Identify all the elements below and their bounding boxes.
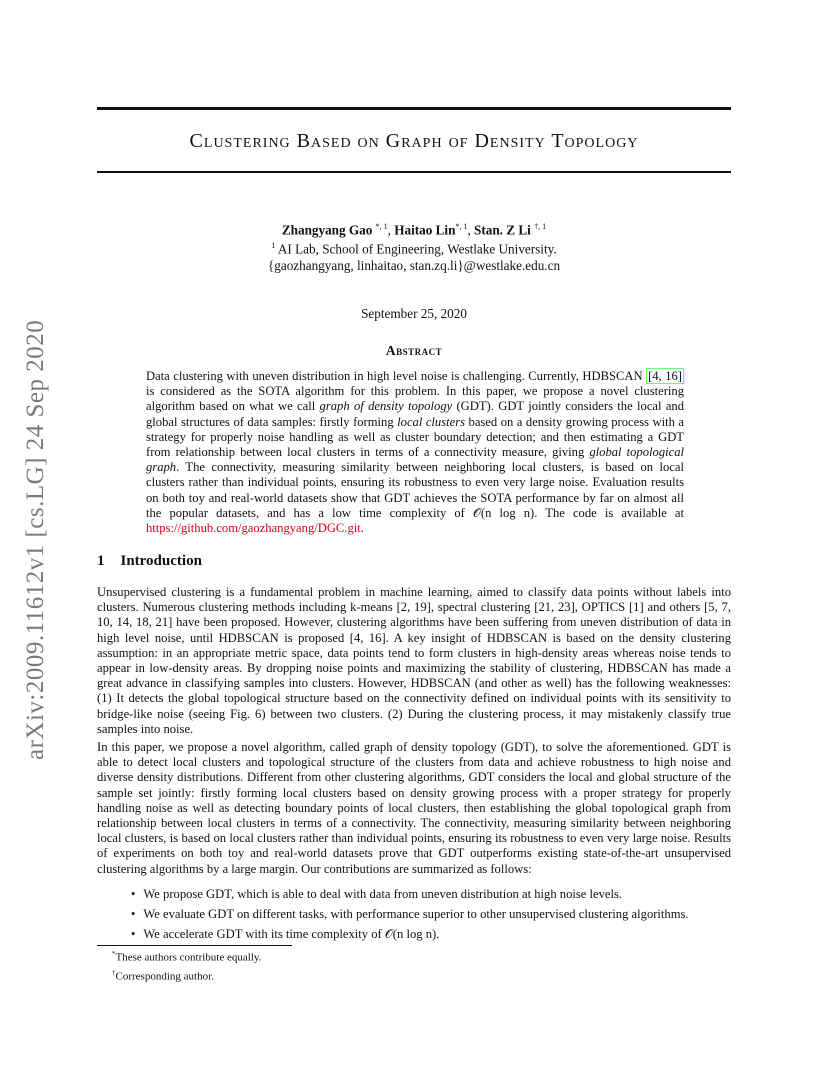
section-number: 1 bbox=[97, 553, 105, 569]
title-top-rule bbox=[97, 107, 731, 110]
author-emails: {gaozhangyang, linhaitao, stan.zq.li}@westlake.edu.cn bbox=[267, 257, 561, 273]
abstract-emphasis: global topological graph bbox=[146, 445, 685, 475]
abstract-part: Data clustering with uneven distribution in high level noise is challenging. Currently, HDBSCAN bbox=[146, 369, 643, 383]
title-bottom-rule bbox=[97, 171, 731, 173]
contribution-list bbox=[131, 884, 731, 944]
footnote-mark: * bbox=[112, 950, 116, 958]
citation-link[interactable]: [4, 16] bbox=[648, 369, 682, 383]
contribution-item: • We evaluate GDT on different tasks, with performance superior to other unsupervised clustering algorithms. bbox=[131, 904, 731, 924]
paper-date: September 25, 2020 bbox=[361, 306, 467, 321]
abstract-emphasis: local clusters bbox=[397, 414, 466, 429]
footnote-text: These authors contribute equally. bbox=[115, 951, 262, 964]
footnotes bbox=[112, 947, 261, 984]
footnote bbox=[112, 966, 261, 985]
author-name: Stan. Z Li bbox=[474, 222, 531, 238]
code-url-link[interactable]: https://github.com/gaozhangyang/DGC.git bbox=[146, 521, 361, 536]
footnote-mark: † bbox=[112, 968, 116, 977]
author-block bbox=[97, 219, 731, 274]
contribution-item: • We propose GDT, which is able to deal with data from uneven distribution at high noise levels. bbox=[131, 884, 731, 904]
abstract-heading: Abstract bbox=[385, 343, 443, 358]
author-name: Haitao Lin bbox=[394, 222, 456, 238]
abstract-part: (GDT). GDT jointly considers the local and global structures of data samples: firstly forming bbox=[146, 399, 685, 429]
author-name: Zhangyang Gao bbox=[281, 222, 373, 238]
author-mark: *, 1 bbox=[455, 222, 468, 231]
abstract-part: . The connectivity, measuring similarity between neighboring local clusters, is based on local clusters rather than individual points, ensuring its robustness to even very large noise. Evaluation results on both toy and real-world datasets show that GDT achieves the SOTA performance by far on almost all the popular datasets, and has a low time complexity of 𝒪(n log n). The code is available at bbox=[146, 460, 684, 520]
affiliation: AI Lab, School of Engineering, Westlake University. bbox=[277, 241, 557, 257]
author-mark: *, 1 bbox=[375, 222, 388, 231]
author-mark: †, 1 bbox=[534, 222, 547, 231]
arxiv-stamp: arXiv:2009.11612v1 [cs.LG] 24 Sep 2020 bbox=[22, 319, 49, 760]
author-line: Zhangyang Gao $^{*, 1}$, Haitao Lin$^{*, 1}$, Stan. Z Li $^{\dagger, 1}$ bbox=[281, 222, 547, 238]
paper-title: Clustering Based on Graph of Density Topology bbox=[189, 130, 639, 152]
abstract-part: based on a density growing process with a strategy for properly noise handling as well as cluster boundary detection; and then estimating a GDT from relationship between local clusters in terms of a connectivity measure, giving bbox=[146, 414, 685, 460]
abstract-text: Data clustering with uneven distribution in high level noise is challenging. Currently, HDBSCAN [4, 16] is considered as the SOTA algorithm for this problem. In this paper, we propose a novel clustering algorithm based on what we call graph of density topology (GDT). GDT jointly considers the local and global structures of data samples: firstly forming local clusters based on a density growing process with a strategy for properly noise handling as well as cluster boundary detection; and then estimating a GDT from relationship between local clusters in terms of a connectivity measure, giving global topological graph. The connectivity, measuring similarity between neighboring local clusters, is based on local clusters rather than individual points, ensuring its robustness to even very large noise. Evaluation results on both toy and real-world datasets show that GDT achieves the SOTA performance by far on almost all the popular datasets, and has a low time complexity of 𝒪(n log n). The code is available at https://github.com/gaozhangyang/DGC.git. bbox=[146, 369, 685, 536]
section-heading bbox=[97, 553, 218, 570]
contribution-item: • We accelerate GDT with its time complexity of 𝒪(n log n). bbox=[131, 924, 731, 944]
affiliation-line bbox=[97, 238, 731, 257]
intro-paragraph-1: Unsupervised clustering is a fundamental problem in machine learning, aimed to classify data points without labels into clusters. Numerous clustering methods including k-means [2, 19], spectral clustering [21, 23], OPTICS [1] and others [5, 7, 10, 14, 18, 21] have been proposed. However, clustering algorithms have been suffering from uneven distribution of data in high level noise, until HDBSCAN is proposed [4, 16]. A key insight of HDBSCAN is based on the density clustering assumption: in an appropriate metric space, data points tend to form clusters in high-density areas whereas noise tends to appear in low-density areas. By dropping noise points and maximizing the stability of clustering, HDBSCAN has made a great advance in classifying samples into clusters. However, HDBSCAN (and other as well) has the following weaknesses: (1) It detects the global topological structure based on the connectivity defined on individual points with its sensitivity to bridge-like noise (seeing Fig. 6) between two clusters. (2) During the clustering process, it may mistakenly classify true samples into noise. bbox=[97, 585, 731, 736]
footnote-rule bbox=[97, 945, 292, 946]
affiliation-mark: 1 bbox=[271, 241, 276, 251]
abstract-emphasis: graph of density topology bbox=[319, 399, 453, 414]
footnote bbox=[112, 947, 261, 966]
section-title: Introduction bbox=[120, 553, 202, 569]
intro-paragraph-2: In this paper, we propose a novel algorithm, called graph of density topology (GDT), to solve the aforementioned. GDT is able to detect local clusters and topological structure of the clusters from data and achieve robustness to high noise and diverse density distributions. Different from other clustering algorithms, GDT considers the local and global structure of the sample set jointly: firstly forming local clusters based on density growing process with a proper strategy for properly handling noise as well as detecting boundary points of local clusters, then establishing the global topological graph from relationship between local clusters in terms of a connectivity. The connectivity, measuring similarity between neighboring local clusters, is based on local clusters rather than individual points, ensuring its robustness to even very large noise. Results of experiments on both toy and real-world datasets prove that GDT outperforms existing state-of-the-art unsupervised clustering algorithms by a large margin. Our contributions are summarized as follows: bbox=[97, 740, 731, 876]
abstract-part: is considered as the SOTA algorithm for this problem. In this paper, we propose a novel clustering algorithm based on what we call bbox=[146, 384, 684, 414]
footnote-text: Corresponding author. bbox=[115, 970, 214, 983]
